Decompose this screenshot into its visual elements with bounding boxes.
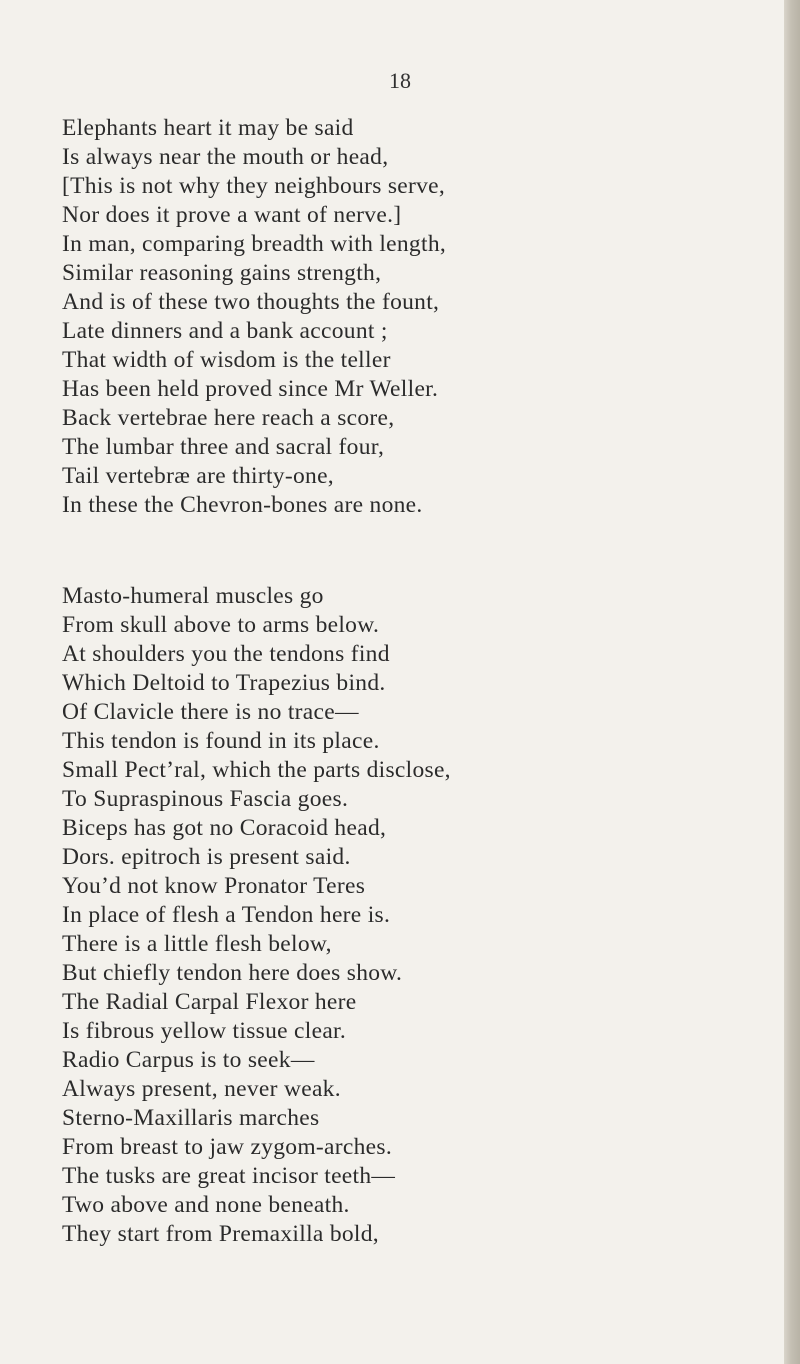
verse-line: The tusks are great incisor teeth— — [62, 1163, 396, 1189]
verse-line: Two above and none beneath. — [62, 1192, 350, 1218]
verse-line: This tendon is found in its place. — [62, 728, 380, 754]
verse-line: Always present, never weak. — [62, 1076, 341, 1102]
verse-line: Is fibrous yellow tissue clear. — [62, 1018, 347, 1044]
verse-line: Small Pect’ral, which the parts disclose, — [62, 757, 451, 783]
verse-line: Is always near the mouth or head, — [62, 144, 389, 170]
verse-line: They start from Premaxilla bold, — [62, 1221, 379, 1247]
verse-line: Has been held proved since Mr Weller. — [62, 376, 439, 402]
verse-line: Elephants heart it may be said — [62, 115, 354, 141]
page-edge-shadow — [784, 0, 800, 1364]
verse-line: Late dinners and a bank account ; — [62, 318, 388, 344]
verse-line: That width of wisdom is the teller — [62, 347, 391, 373]
stanza-2 — [62, 582, 782, 1249]
verse-line: [This is not why they neighbours serve, — [62, 173, 446, 199]
verse-line: At shoulders you the tendons find — [62, 641, 390, 667]
stanza-1 — [62, 114, 782, 520]
verse-line: In these the Chevron-bones are none. — [62, 492, 423, 518]
verse-line: The lumbar three and sacral four, — [62, 434, 385, 460]
verse-line: Of Clavicle there is no trace— — [62, 699, 359, 725]
verse-line: In man, comparing breadth with length, — [62, 231, 447, 257]
verse-line: From breast to jaw zygom-arches. — [62, 1134, 393, 1160]
verse-line: Similar reasoning gains strength, — [62, 260, 382, 286]
page-number: 18 — [389, 68, 411, 93]
verse-line: But chiefly tendon here does show. — [62, 960, 403, 986]
verse-line: To Supraspinous Fascia goes. — [62, 786, 349, 812]
verse-line: Biceps has got no Coracoid head, — [62, 815, 387, 841]
verse-line: Sterno-Maxillaris marches — [62, 1105, 320, 1131]
verse-line: Radio Carpus is to seek— — [62, 1047, 315, 1073]
verse-line: The Radial Carpal Flexor here — [62, 989, 357, 1015]
verse-line: Tail vertebræ are thirty-one, — [62, 463, 334, 489]
verse-line: Which Deltoid to Trapezius bind. — [62, 670, 386, 696]
verse-line: Back vertebrae here reach a score, — [62, 405, 395, 431]
verse-line: There is a little flesh below, — [62, 931, 332, 957]
verse-line: From skull above to arms below. — [62, 612, 380, 638]
verse-line: And is of these two thoughts the fount, — [62, 289, 440, 315]
verse-line: In place of flesh a Tendon here is. — [62, 902, 391, 928]
verse-line: Masto-humeral muscles go — [62, 583, 324, 609]
verse-line: Nor does it prove a want of nerve.] — [62, 202, 402, 228]
verse-line: You’d not know Pronator Teres — [62, 873, 366, 899]
verse-line: Dors. epitroch is present said. — [62, 844, 351, 870]
